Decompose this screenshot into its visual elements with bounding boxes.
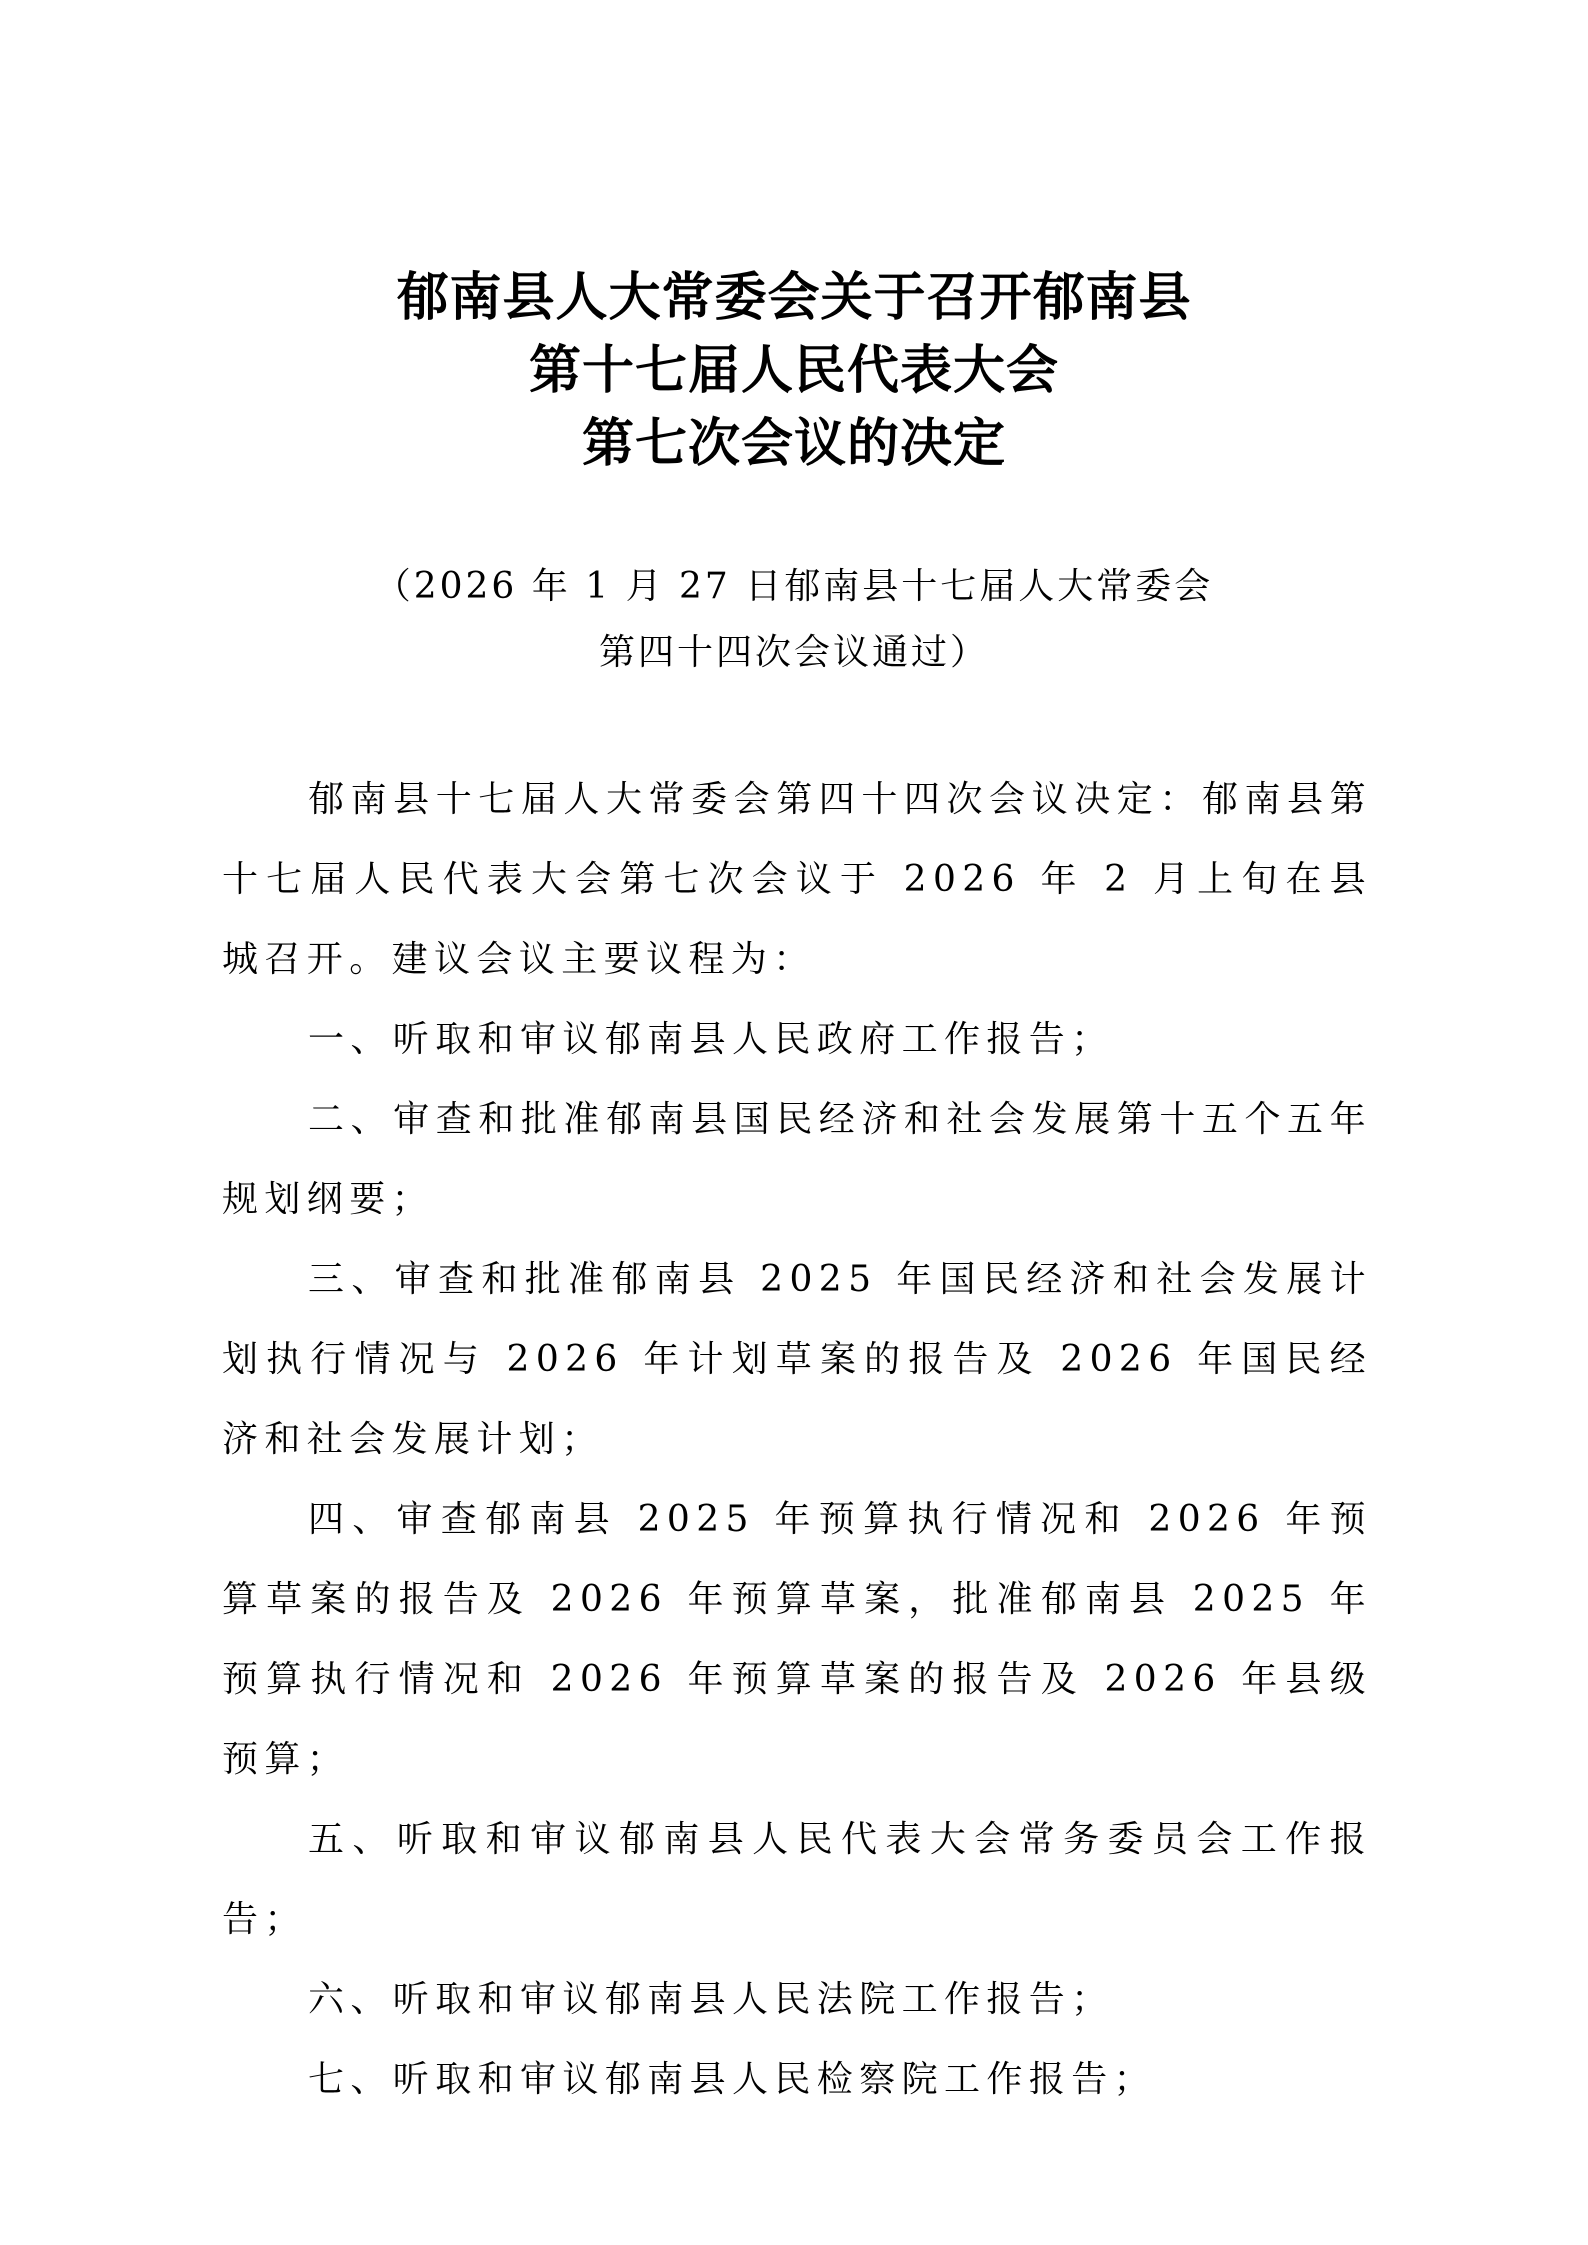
title-line-3: 第七次会议的决定 [581,414,1006,474]
agenda-item-6: 六、听取和审议郁南县人民法院工作报告； [308,1979,1114,2020]
adoption-note-line-1: （2026 年 1 月 27 日郁南县十七届人大常委会 [374,566,1214,607]
agenda-item-4: 四、审查郁南县 2025 年预算执行情况和 2026 年预算草案的报告及 2026 年预算草案，批准郁南县 2025 年预算执行情况和 2026 年预算草案的报告及 2026 年县级预算； [222,1499,1372,1780]
title-line-2: 第十七届人民代表大会 [528,341,1059,401]
title-line-1: 郁南县人大常委会关于召开郁南县 [396,268,1192,328]
agenda-item-5: 五、听取和审议郁南县人民代表大会常务委员会工作报告； [222,1819,1372,1940]
agenda-item-2: 二、审查和批准郁南县国民经济和社会发展第十五个五年规划纲要； [222,1099,1372,1220]
agenda-item-7: 七、听取和审议郁南县人民检察院工作报告； [308,2059,1157,2100]
document-title [0,262,1588,481]
agenda-item-3: 三、审查和批准郁南县 2025 年国民经济和社会发展计划执行情况与 2026 年计划草案的报告及 2026 年国民经济和社会发展计划； [222,1259,1372,1460]
intro-paragraph: 郁南县十七届人大常委会第四十四次会议决定：郁南县第十七届人民代表大会第七次会议于 2026 年 2 月上旬在县城召开。建议会议主要议程为： [222,779,1372,980]
document-body [222,760,1372,2120]
adoption-note-line-2: 第四十四次会议通过） [598,632,989,673]
agenda-item-1: 一、听取和审议郁南县人民政府工作报告； [308,1019,1114,1060]
adoption-note [0,554,1588,686]
